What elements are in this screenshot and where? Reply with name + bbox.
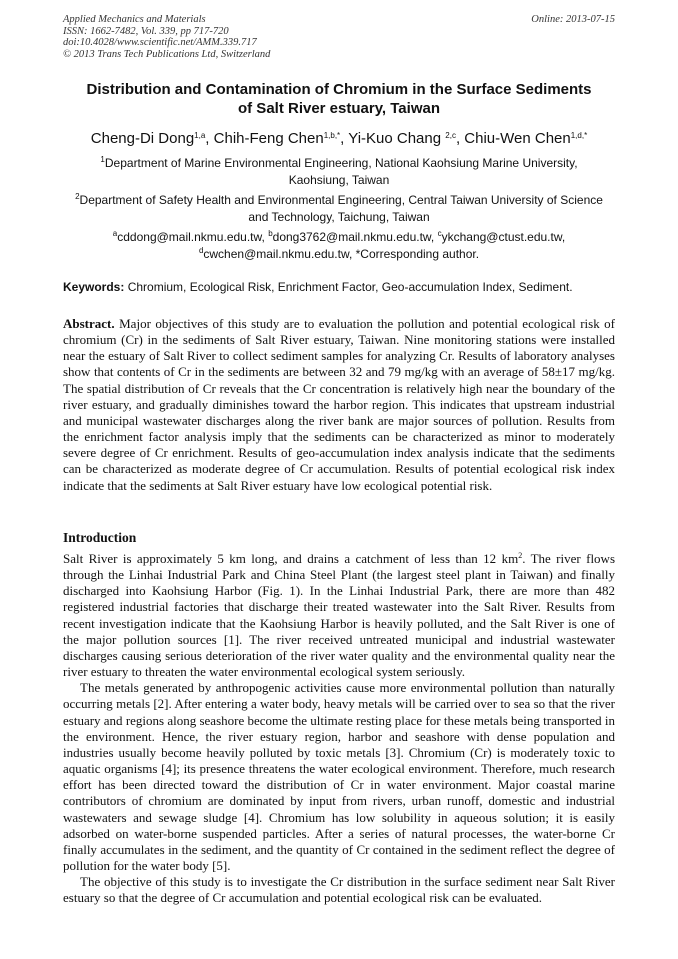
author-affiliation-marker: 2,c (445, 131, 456, 140)
superscript-2: 2 (518, 551, 523, 560)
introduction-body (63, 551, 615, 906)
email-link[interactable]: cddong@mail.nkmu.edu.tw, (117, 230, 265, 244)
paper-title (40, 80, 638, 118)
intro-p1-text-a: Salt River is approximately 5 km long, and drains a catchment of less than 12 km (63, 551, 519, 566)
keywords-label: Keywords: (63, 280, 125, 294)
abstract-text: Major objectives of this study are to evaluation the pollution and potential ecological risk of chromium (Cr) in the sediments of Salt River estuary, Taiwan. Nine monitoring stations were installed near the estuary of Salt River to collect sediment samples for analyzing Cr. Results of laboratory analyses show that contents of Cr in the sediments are between 32 and 79 mg/kg with an average of 58±17 mg/kg. The spatial distribution of Cr reveals that the Cr concentration is relatively high near the boundary of the river estuary, and gradually diminishes toward the harbor region. This indicates that upstream industrial and municipal wastewater discharges along the river bank are major sources of pollution. Results from the enrichment factor analysis imply that the sediments can be characterized as minor to moderately severe degree of Cr enrichment. Results of geo-accumulation index analysis indicate that the sediments can be characterized as moderate degree of Cr accumulation. Results of potential ecological risk index indicate that the sediments at Salt River estuary have low ecological potential risk. (63, 316, 616, 493)
intro-p1-text-b: . The river flows through the Linhai Industrial Park and China Steel Plant (the largest steel plant in Taiwan) and finally discharged into Kaohsiung Harbor (Fig. 1). In the Linhai Industrial Park, there are more than 482 registered industrial factories that discharge their treated wastewater into the Salt River. Results from recent investigation indicate that the Kaohsiung Harbor is heavily polluted, and the Salt River is one of the major pollution sources [1]. The river received untreated municipal and industrial wastewater discharges causing serious deterioration of the river water quality and the environmental quality near the river estuary to threaten the water environmental ecological system seriously. (63, 551, 616, 680)
author-affiliation-marker: 1,a (194, 131, 206, 140)
title-line-2: of Salt River estuary, Taiwan (237, 100, 440, 117)
author-emails (55, 229, 623, 262)
affiliation-line: Department of Marine Environmental Engineering, National Kaohsiung Marine University, (104, 156, 578, 170)
affiliation-marker: 1 (100, 155, 105, 164)
doi-line[interactable]: doi:10.4028/www.scientific.net/AMM.339.717 (63, 37, 257, 49)
author-name: Yi-Kuo Chang (348, 130, 442, 147)
affiliation-marker: 2 (75, 192, 80, 201)
copyright-line: © 2013 Trans Tech Publications Ltd, Switzerland (63, 48, 271, 60)
intro-paragraph-1 (63, 551, 615, 680)
author-affiliation-marker: 1,b,* (323, 131, 341, 140)
affiliation-line: Department of Safety Health and Environmental Engineering, Central Taiwan University of Science (79, 193, 603, 207)
affiliation-line: and Technology, Taichung, Taiwan (248, 209, 430, 224)
affiliation-2 (55, 192, 623, 225)
online-date: Online: 2013-07-15 (531, 14, 615, 25)
email-marker: d (198, 245, 204, 255)
journal-header (63, 14, 270, 60)
intro-paragraph-3: The objective of this study is to investigate the Cr distribution in the surface sediment near Salt River estuary so that the degree of Cr accumulation and potential ecological risk can be evaluated. (63, 874, 615, 906)
keywords-text: Chromium, Ecological Risk, Enrichment Factor, Geo-accumulation Index, Sediment. (127, 280, 573, 294)
email-link[interactable]: dong3762@mail.nkmu.edu.tw, (272, 230, 435, 244)
email-marker: a (112, 229, 118, 238)
email-link[interactable]: cwchen@mail.nkmu.edu.tw, *Corresponding author. (203, 246, 480, 261)
author-name: Chiu-Wen Chen (464, 130, 571, 147)
author-name: Cheng-Di Dong (90, 130, 195, 147)
keywords (63, 279, 615, 295)
intro-paragraph-2: The metals generated by anthropogenic activities cause more environmental pollution than naturally occurring metals [2]. After entering a water body, heavy metals will be carried over to sea so that the river estuary and regions along seashore become the ultimate resting place for these metals being transported in the environment. Hence, the river estuary region, harbor and seashore with dense population and industries usually become heavily polluted by toxic metals [3]. Chromium (Cr) is moderately toxic to aquatic organisms [4]; its presence threatens the water ecological environment. Therefore, much research effort has been directed toward the distribution of Cr in water environment. Major coastal marine contributors of chromium are dominated by input from rivers, urban runoff, domestic and industrial wastewaters and sewage sludge [4]. Chromium has low solubility in aqueous solution; it is easily adsorbed on water-borne suspended particles. After a series of natural processes, the water-borne Cr finally accumulates in the sediment, and the quantity of Cr contained in the sediment reflect the degree of pollution for the water body [5]. (63, 680, 615, 873)
abstract (63, 316, 615, 494)
author-affiliation-marker: 1,d,* (570, 131, 588, 140)
affiliation-line: Kaohsiung, Taiwan (288, 172, 390, 187)
author-list: Cheng-Di Dong$^{1,a}$, Chih-Feng Chen$^{1,b,*}$, Yi-Kuo Chang $^{2,c}$, Chiu-Wen Chen$^{1,d,*}$ (90, 130, 588, 147)
abstract-label: Abstract. (63, 316, 115, 331)
title-line-1: Distribution and Contamination of Chromium in the Surface Sediments (86, 81, 592, 98)
issn-line: ISSN: 1662-7482, Vol. 339, pp 717-720 (63, 25, 229, 37)
affiliation-1 (55, 155, 623, 188)
email-link[interactable]: ykchang@ctust.edu.tw, (441, 230, 566, 244)
author-name: Chih-Feng Chen (213, 130, 324, 147)
email-marker: b (268, 229, 273, 238)
email-marker: c (437, 229, 442, 238)
journal-name: Applied Mechanics and Materials (63, 14, 206, 25)
introduction-heading: Introduction (63, 530, 137, 545)
